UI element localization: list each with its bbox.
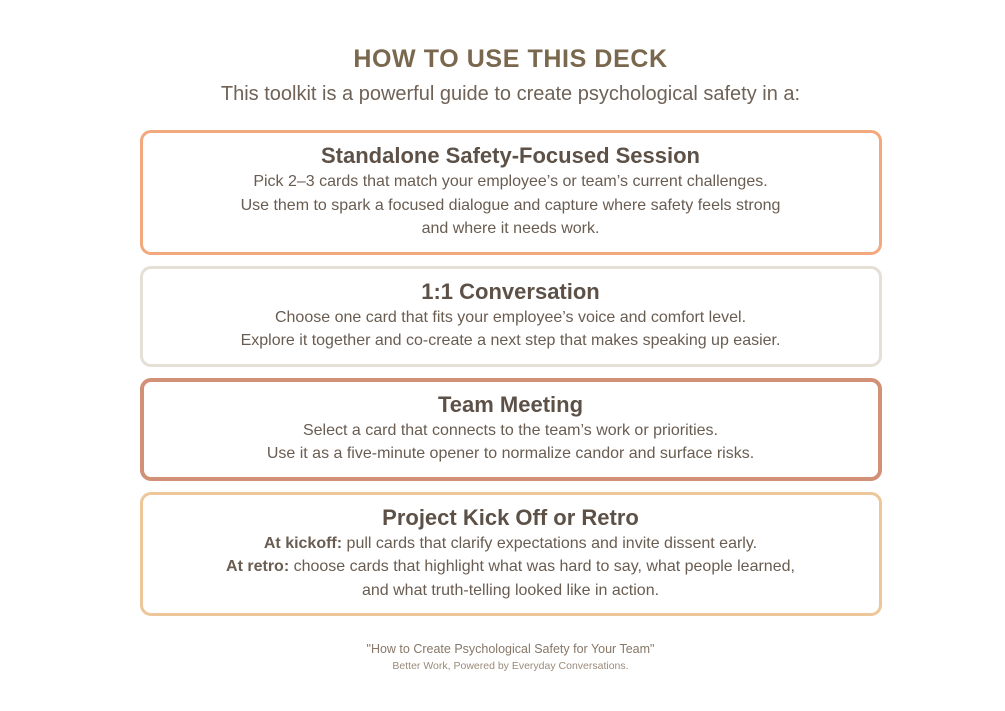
card-body-line: Select a card that connects to the team’s work or priorities.: [302, 421, 718, 439]
page-title: HOW TO USE THIS DECK: [353, 45, 668, 73]
footer-deck-title: "How to Create Psychological Safety for Your Team": [366, 642, 655, 656]
card-title: Team Meeting: [437, 391, 584, 417]
card-title: 1:1 Conversation: [421, 278, 600, 304]
page-content: [8, 0, 1005, 673]
card-title: Standalone Safety-Focused Session: [321, 143, 700, 168]
card-body-line: and where it needs work.: [421, 220, 600, 237]
usage-cards: [140, 130, 882, 616]
card-body-line: and what truth-telling looked like in action.: [361, 581, 660, 599]
card-body-line: Pick 2–3 cards that match your employee’s or team’s current challenges.: [253, 173, 768, 190]
usage-card-one-on-one-conversation: [140, 266, 882, 367]
card-body-line: Use them to spark a focused dialogue and capture where safety feels strong: [240, 196, 781, 214]
footer-tagline: Better Work, Powered by Everyday Conversations.: [392, 660, 629, 672]
card-body-line: Use it as a five-minute opener to normalize candor and surface risks.: [266, 445, 755, 462]
usage-card-standalone-safety-focused-session: [140, 130, 882, 255]
page-subtitle: This toolkit is a powerful guide to create psychological safety in a:: [220, 83, 801, 105]
card-body-line: Explore it together and co-create a next step that makes speaking up easier.: [240, 332, 781, 349]
card-body-line: Choose one card that fits your employee’s voice and comfort level.: [274, 308, 747, 326]
card-body-line: At kickoff: pull cards that clarify expectations and invite dissent early.: [263, 534, 758, 552]
footer: [8, 641, 1005, 673]
card-title: Project Kick Off or Retro: [382, 504, 639, 530]
usage-card-team-meeting: [140, 378, 882, 481]
card-body-line: At retro: choose cards that highlight what was hard to say, what people learned,: [226, 558, 795, 575]
usage-card-project-kick-off-or-retro: [140, 492, 882, 617]
